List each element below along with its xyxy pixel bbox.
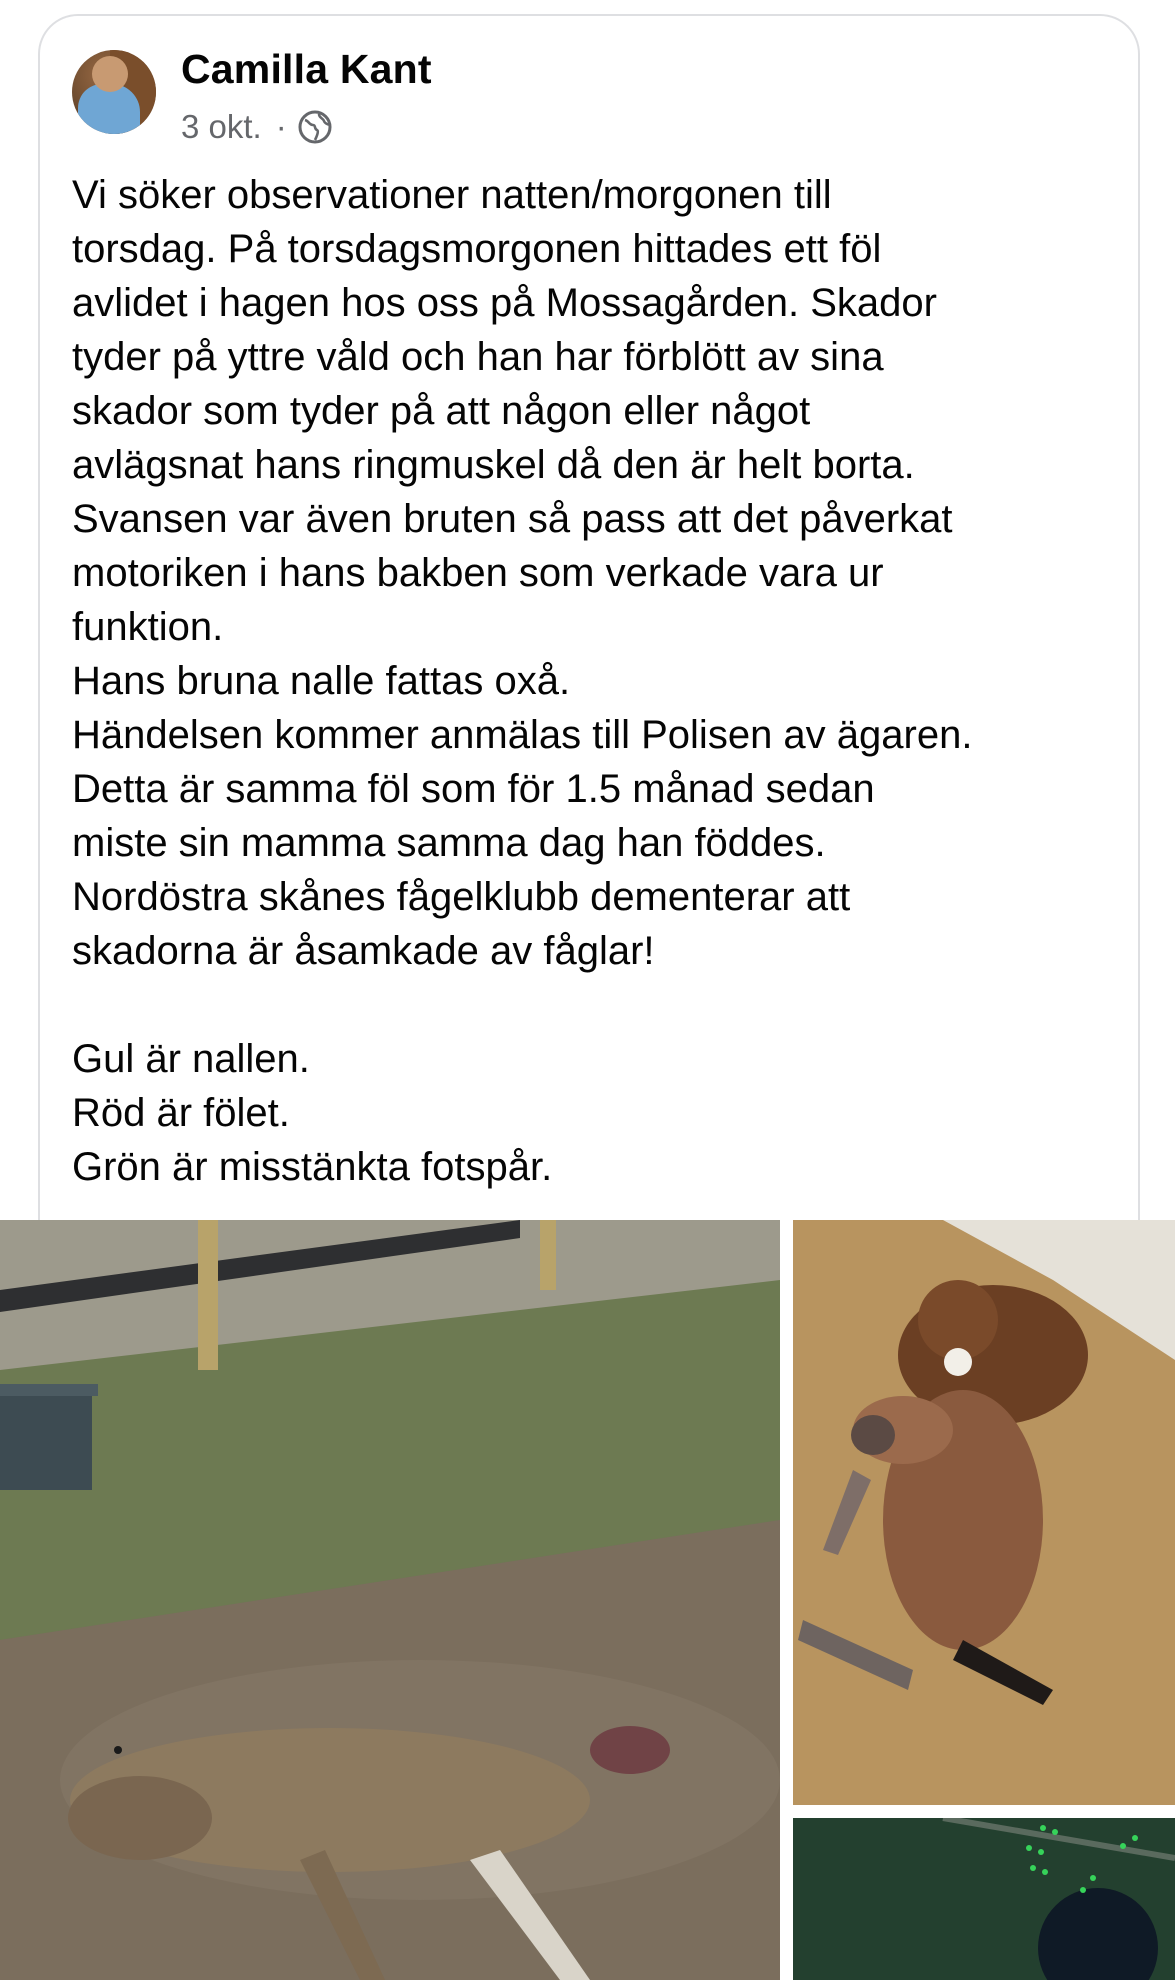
post-line: avlidet i hagen hos oss på Mossagården. Skador [72,281,937,325]
post-line: funktion. [72,605,224,649]
post-date[interactable]: 3 okt. [181,108,262,145]
post-photo-footprints[interactable] [793,1818,1175,1980]
post-line: Detta är samma föl som för 1.5 månad sedan [72,767,875,811]
post-line: torsdag. På torsdagsmorgonen hittades ett föl [72,227,882,271]
post-line: avlägsnat hans ringmuskel då den är helt borta. [72,443,915,487]
author-avatar[interactable] [72,50,156,134]
paragraph-gap [72,978,1132,1032]
post-line: motoriken i hans bakben som verkade vara ur [72,551,884,595]
post-line: Svansen var även bruten så pass att det påverkat [72,497,953,541]
author-name[interactable]: Camilla Kant [181,46,432,92]
post-line: Hans bruna nalle fattas oxå. [72,659,571,703]
post-line: Vi söker observationer natten/morgonen till [72,173,832,217]
post-line: Händelsen kommer anmälas till Polisen av ägaren. [72,713,973,757]
meta-separator: · [275,108,287,145]
post-meta [181,108,333,146]
post-line: Nordöstra skånes fågelklubb dementerar att [72,875,851,919]
post-line: skador som tyder på att någon eller något [72,389,811,433]
post-line: skadorna är åsamkade av fåglar! [72,929,655,973]
post-line: miste sin mamma samma dag han föddes. [72,821,826,865]
post-body [72,168,1132,1194]
post-photo-foal-with-teddy[interactable] [793,1220,1175,1805]
legend-line: Röd är fölet. [72,1091,290,1135]
legend-line: Gul är nallen. [72,1037,310,1081]
post-line: tyder på yttre våld och han har förblött av sina [72,335,884,379]
post-photo-paddock[interactable] [0,1220,780,1980]
legend-line: Grön är misstänkta fotspår. [72,1145,553,1189]
globe-icon[interactable] [297,109,333,145]
